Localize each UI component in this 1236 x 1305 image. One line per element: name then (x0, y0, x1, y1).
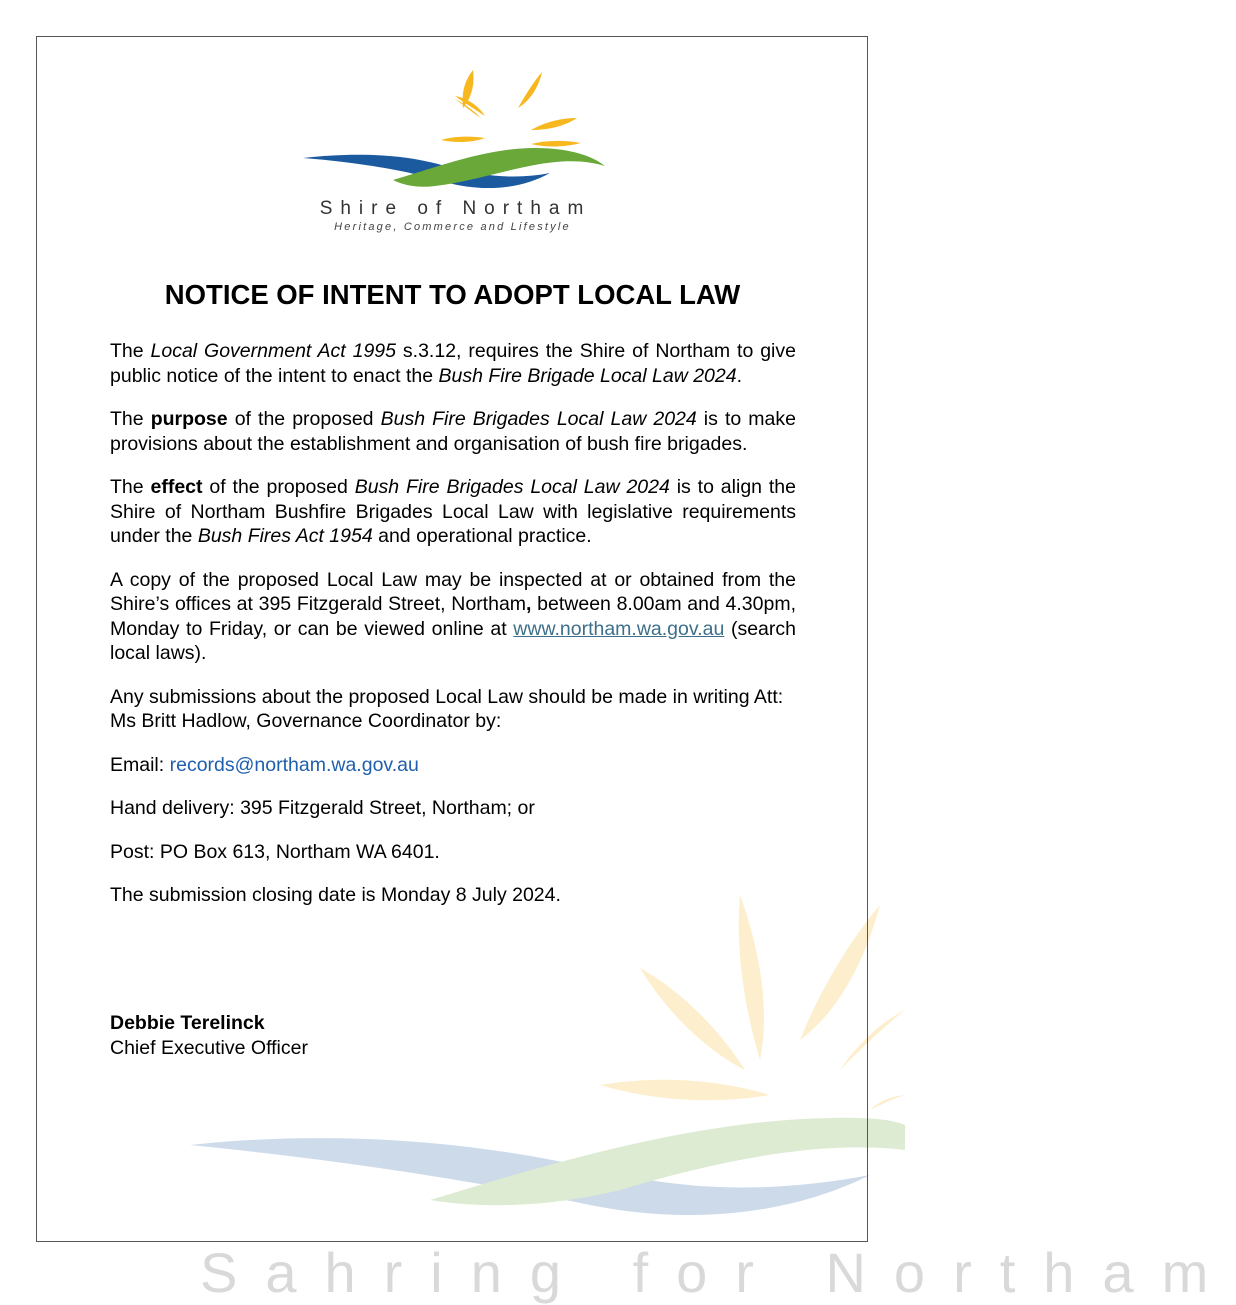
sun-ray (531, 141, 581, 147)
logo-name: Shire of Northam (319, 198, 592, 219)
email-line: Email: records@northam.wa.gov.au (110, 753, 419, 776)
paragraph-submissions: Any submissions about the proposed Local Law should be made in writing Att: Ms Britt Hadlow, Governance Coordinator by: (110, 685, 784, 732)
hand-delivery-line: Hand delivery: 395 Fitzgerald Street, Northam; or (110, 797, 535, 819)
signatory-role: Chief Executive Officer (110, 1036, 308, 1059)
sun-ray (455, 96, 485, 116)
signatory-name: Debbie Terelinck (110, 1012, 265, 1034)
sun-ray (531, 118, 577, 130)
email-link[interactable]: records@northam.wa.gov.au (169, 753, 419, 776)
paragraph-inspection: A copy of the proposed Local Law may be inspected at or obtained from the Shire’s offices at 395 Fitzgerald Street, Northam, between 8.00am and 4.30pm, Monday to Friday, or can be viewed online at www.northam.wa.gov.au (search local laws). (110, 568, 796, 664)
watermark-ray (870, 1095, 905, 1110)
post-line: Post: PO Box 613, Northam WA 6401. (110, 840, 440, 863)
signature-block (110, 1011, 308, 1060)
sun-ray (441, 137, 485, 142)
paragraph-effect: The effect of the proposed Bush Fire Brigades Local Law 2024 is to align the Shire of Northam Bushfire Brigades Local Law with legislative requirements under the Bush Fires Act 1954 and operational practice. (110, 476, 796, 547)
sun-ray (518, 72, 542, 108)
closing-date-line: The submission closing date is Monday 8 July 2024. (110, 884, 561, 906)
paragraph-intro: The Local Government Act 1995 s.3.12, requires the Shire of Northam to give public notice of the intent to enact the Bush Fire Brigade Local Law 2024. (110, 340, 796, 387)
website-link[interactable]: www.northam.wa.gov.au (513, 617, 725, 640)
watermark-text: Sahring for Northam (200, 1241, 1236, 1304)
notice-body (110, 339, 796, 927)
logo-tagline: Heritage, Commerce and Lifestyle (334, 221, 571, 233)
notice-title: NOTICE OF INTENT TO ADOPT LOCAL LAW (164, 279, 741, 310)
paragraph-purpose: The purpose of the proposed Bush Fire Brigades Local Law 2024 is to make provisions about the establishment and organisation of bush fire brigades. (110, 408, 796, 455)
